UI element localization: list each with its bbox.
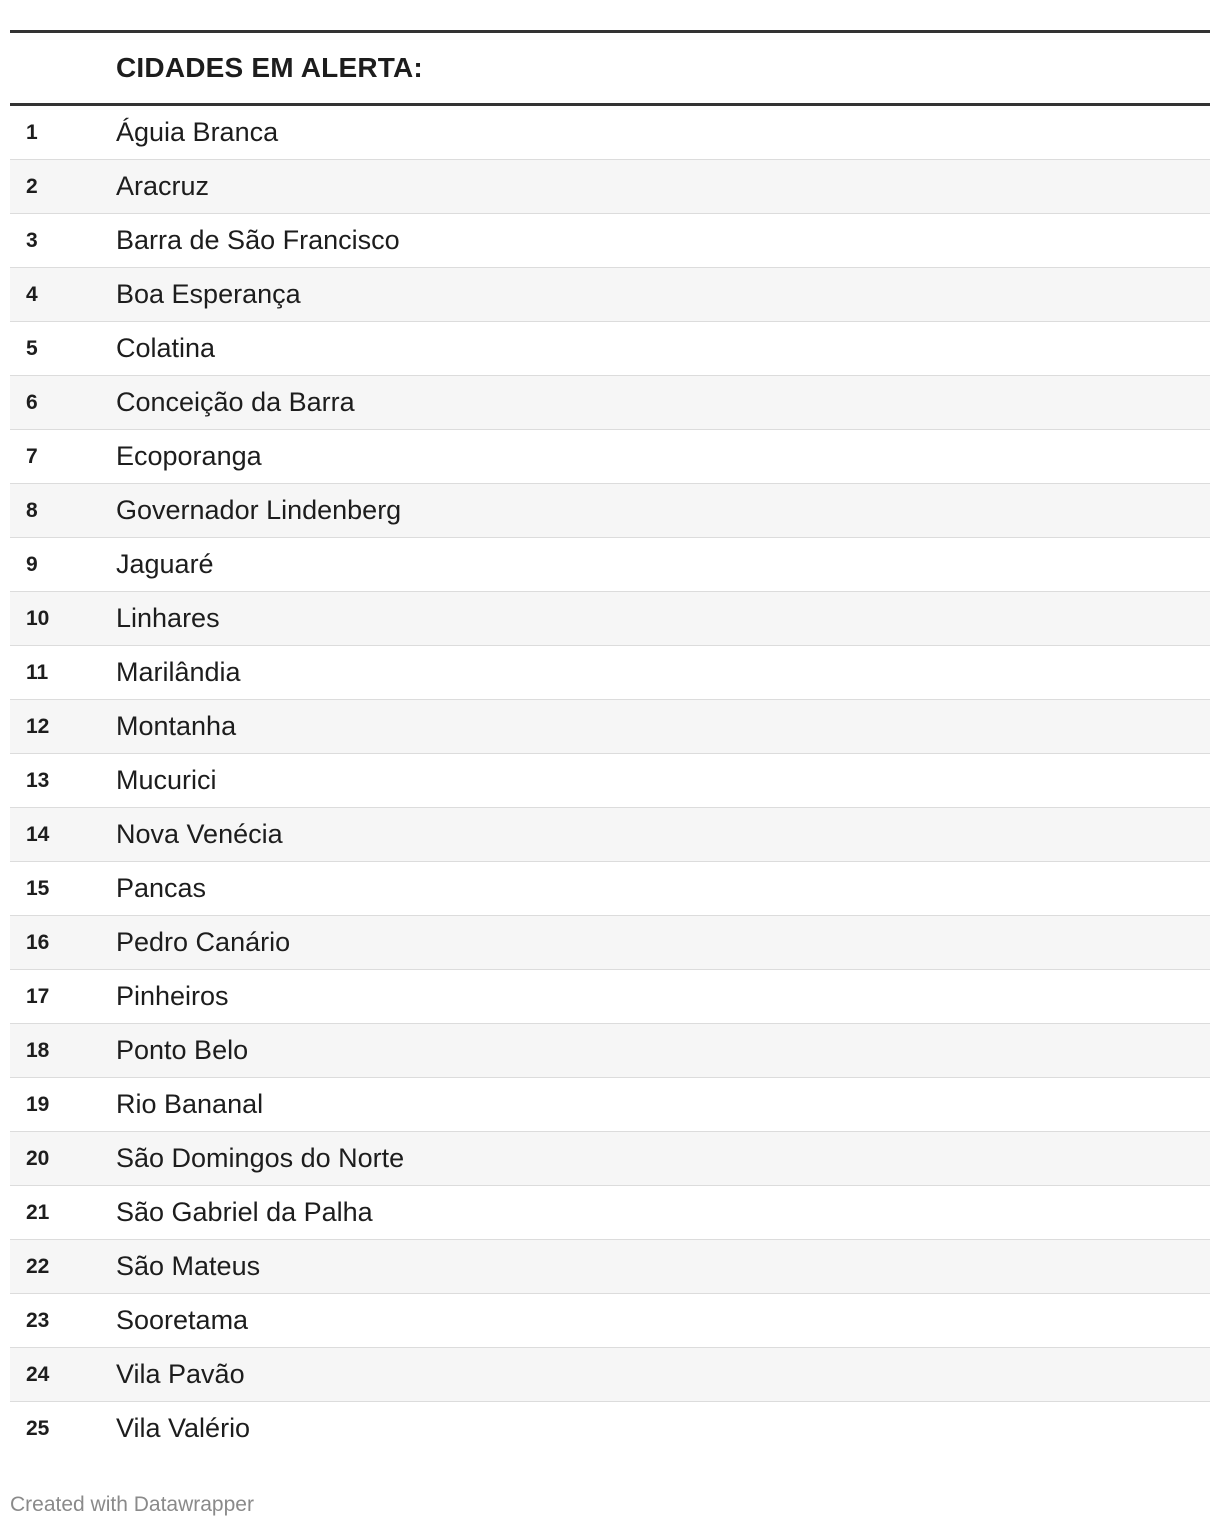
table-row (10, 538, 1210, 592)
table-row (10, 1240, 1210, 1294)
row-city-name: Vila Pavão (116, 1359, 245, 1389)
table-row (10, 268, 1210, 322)
table-row (10, 160, 1210, 214)
table-row (10, 1348, 1210, 1402)
table-row (10, 430, 1210, 484)
row-rank: 18 (26, 1039, 50, 1062)
row-rank: 17 (26, 985, 50, 1008)
column-header-cities: CIDADES EM ALERTA: (116, 52, 423, 83)
row-rank: 23 (26, 1309, 50, 1332)
row-rank: 24 (26, 1363, 50, 1386)
row-rank: 6 (26, 391, 38, 414)
row-city-name: Sooretama (116, 1305, 249, 1335)
row-rank: 11 (26, 661, 49, 684)
row-rank: 12 (26, 715, 50, 738)
row-city-name: Pancas (116, 873, 207, 903)
table-row (10, 1132, 1210, 1186)
row-rank: 5 (26, 337, 38, 360)
row-city-name: São Mateus (116, 1251, 261, 1281)
table-row (10, 1186, 1210, 1240)
row-city-name: Governador Lindenberg (116, 495, 402, 525)
row-rank: 14 (26, 823, 50, 846)
table-row (10, 376, 1210, 430)
row-city-name: São Gabriel da Palha (116, 1197, 373, 1227)
row-city-name: Aracruz (116, 171, 210, 201)
row-rank: 8 (26, 499, 38, 522)
row-rank: 20 (26, 1147, 50, 1170)
row-rank: 15 (26, 877, 50, 900)
table-row (10, 1078, 1210, 1132)
table-row (10, 1294, 1210, 1348)
row-city-name: Linhares (116, 603, 220, 633)
table-row (10, 646, 1210, 700)
row-rank: 25 (26, 1417, 50, 1440)
row-city-name: Pinheiros (116, 981, 229, 1011)
row-city-name: Jaguaré (116, 549, 214, 579)
table-row (10, 484, 1210, 538)
table-row (10, 970, 1210, 1024)
table-header-row (10, 33, 1210, 106)
table-row (10, 322, 1210, 376)
row-rank: 2 (26, 175, 38, 198)
row-rank: 13 (26, 769, 50, 792)
row-city-name: Conceição da Barra (116, 387, 355, 417)
row-city-name: Pedro Canário (116, 927, 291, 957)
row-rank: 16 (26, 931, 50, 954)
row-city-name: Barra de São Francisco (116, 225, 400, 255)
row-city-name: Vila Valério (116, 1413, 251, 1443)
row-city-name: Mucurici (116, 765, 217, 795)
row-rank: 10 (26, 607, 50, 630)
row-rank: 3 (26, 229, 38, 252)
datawrapper-credit[interactable]: Created with Datawrapper (10, 1493, 254, 1516)
table-row (10, 808, 1210, 862)
row-rank: 19 (26, 1093, 50, 1116)
data-table (10, 30, 1210, 1455)
row-city-name: Colatina (116, 333, 216, 363)
row-city-name: Marilândia (116, 657, 241, 687)
row-city-name: Nova Venécia (116, 819, 283, 849)
row-city-name: Boa Esperança (116, 279, 301, 309)
row-city-name: Ecoporanga (116, 441, 262, 471)
row-rank: 22 (26, 1255, 50, 1278)
table-body (10, 106, 1210, 1455)
row-rank: 7 (26, 445, 38, 468)
row-city-name: Ponto Belo (116, 1035, 249, 1065)
row-city-name: São Domingos do Norte (116, 1143, 405, 1173)
row-rank: 21 (26, 1201, 50, 1224)
row-rank: 1 (26, 121, 38, 144)
table-row (10, 1402, 1210, 1455)
row-city-name: Montanha (116, 711, 237, 741)
row-city-name: Águia Branca (116, 117, 279, 147)
row-rank: 4 (26, 283, 38, 306)
table-row (10, 916, 1210, 970)
row-rank: 9 (26, 553, 38, 576)
table-row (10, 106, 1210, 160)
table-row (10, 1024, 1210, 1078)
table-row (10, 592, 1210, 646)
row-city-name: Rio Bananal (116, 1089, 264, 1119)
table-row (10, 754, 1210, 808)
table-row (10, 700, 1210, 754)
table-row (10, 862, 1210, 916)
table-row (10, 214, 1210, 268)
